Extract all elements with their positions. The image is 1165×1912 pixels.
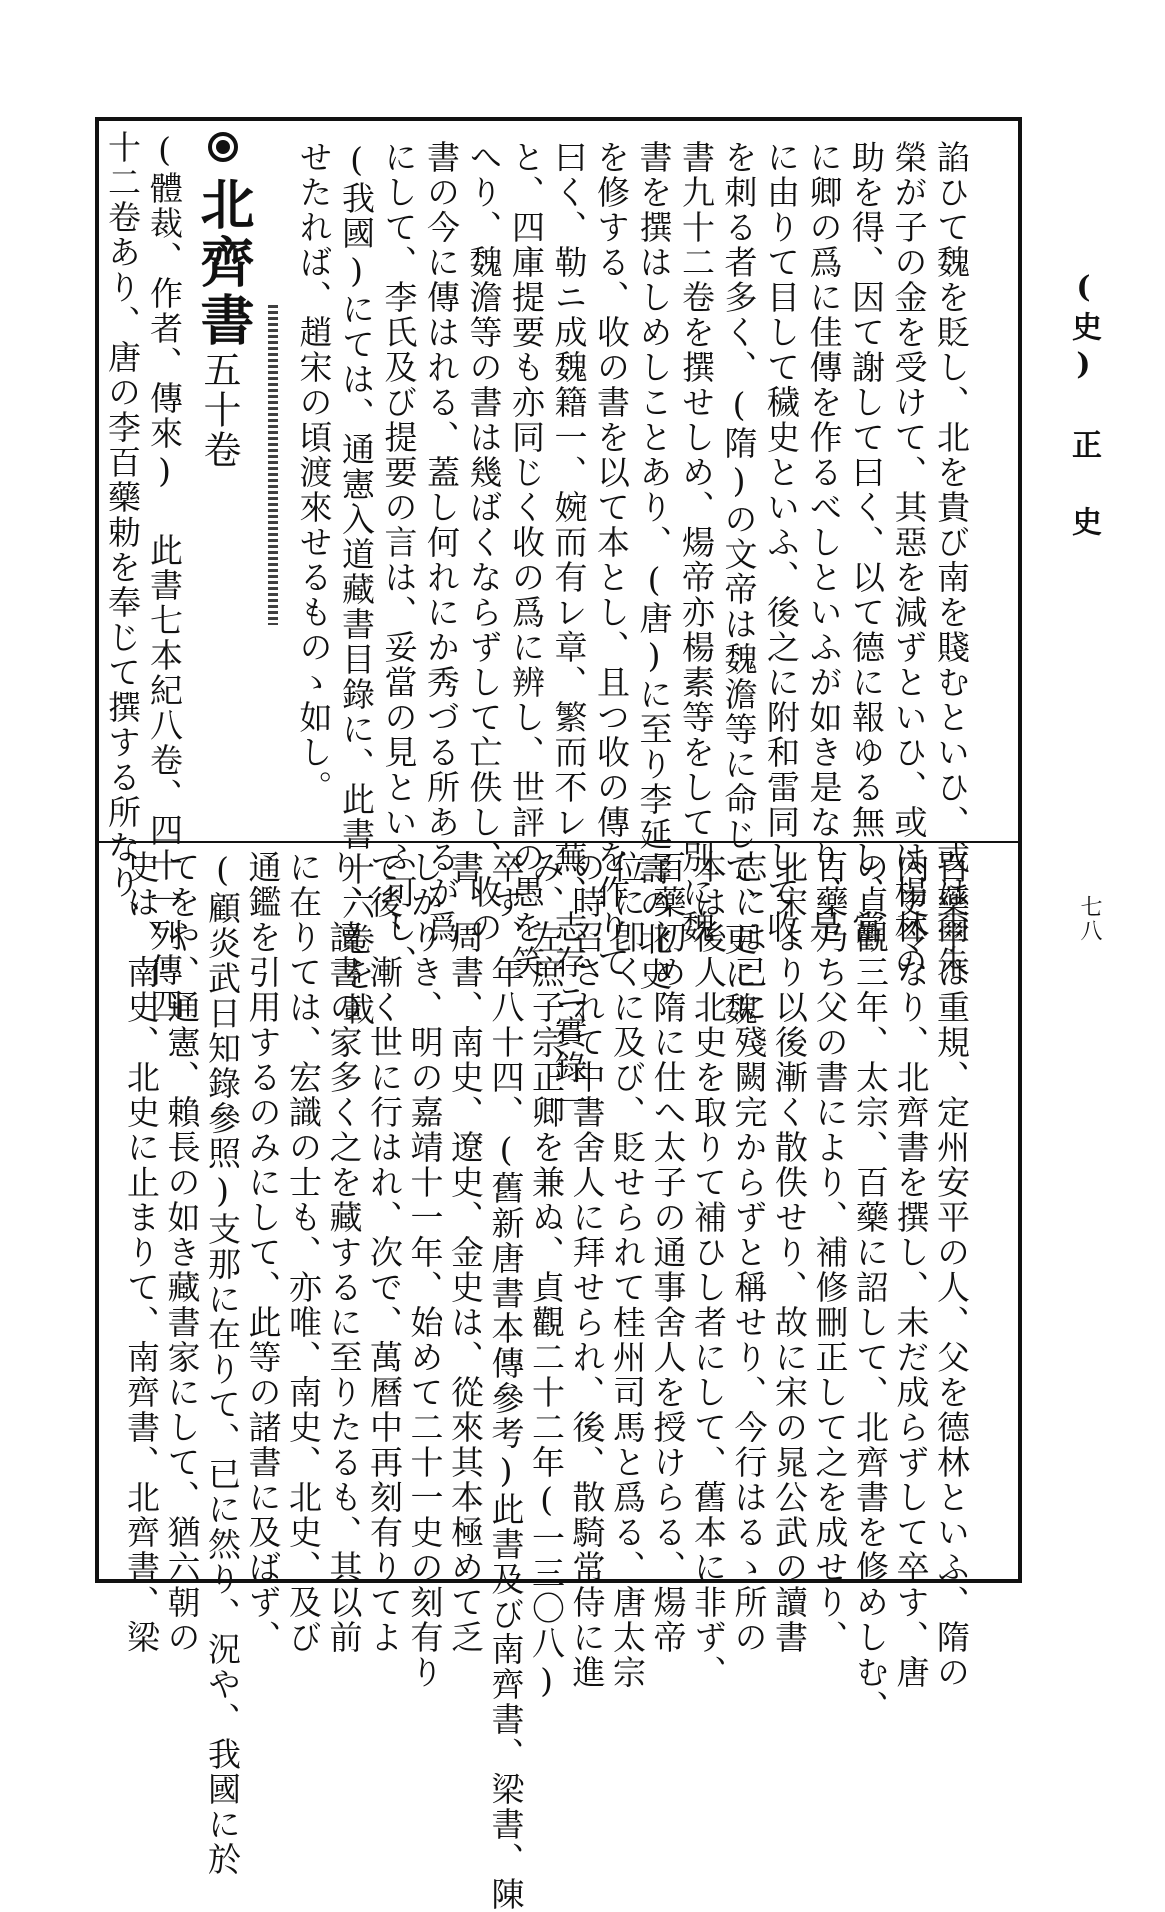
text-column: 內史令なり、北齊書を撰し、未だ成らずして卒す、唐 [891, 850, 931, 1690]
text-column: と、四庫提要も亦同じく收の爲に辨し、世評の愚を笑 [507, 140, 546, 980]
bullet-circle-icon [208, 132, 238, 162]
text-column: 志には已に殘闕完からずと稱せり、今行はるゝ所の [729, 850, 769, 1655]
text-column: しかりき、明の嘉靖十一年、始めて二十一史の刻有り [405, 850, 445, 1690]
text-column: 百藥乃ち父の書により、補修刪正して之を成せり、 [810, 850, 850, 1655]
text-column: 書の今に傳はれる、蓋し何れにか秀づる所あるが爲 [422, 140, 461, 945]
text-column: 北宋より以後漸く散佚せり、故に宋の晁公武の讀書 [770, 850, 809, 1655]
text-column: に由りて目して穢史といふ、後之に附和雷同して收 [762, 140, 801, 945]
text-column: (體裁、作者、傳來) 此書七本紀八卷、四十一列傳四 [145, 130, 184, 1023]
text-column: 書を撰はしめしことあり、(唐)に至り李延壽の北史 [634, 140, 674, 992]
text-column: 書九十二卷を撰せしめ、煬帝亦楊素等をして別に魏 [677, 140, 716, 945]
text-column: 書、周書、南史、遼史、金史は、從來其本極めて乏 [446, 850, 485, 1655]
text-column: を修する、收の書を以て本とし、且つ收の傳を作りて [592, 140, 631, 980]
text-column: 助を得、因て謝して曰く、以て德に報ゆる無し、當 [847, 140, 886, 945]
text-column: 通鑑を引用するのみにして、此等の諸書に及ばず、 [243, 850, 283, 1655]
page-number: 七八 [1077, 895, 1102, 943]
section-header: (史) 正 史 [1066, 270, 1101, 542]
text-column: り、讀書の家多く之を藏するに至りたるも、其以前 [324, 850, 364, 1655]
text-column: にして、李氏及び提要の言は、妥當の見といふ可し、 [379, 140, 419, 980]
text-column: 諂ひて魏を貶し、北を貴び南を賤むといひ、或は爾朱 [932, 140, 971, 980]
text-column: せたれば、趙宋の頃渡來せるものゝ如し。 [294, 140, 334, 805]
text-column: 本は後人北史を取りて補ひし者にして、舊本に非ず、 [689, 850, 728, 1690]
text-column: 卒す、年八十四、(舊新唐書本傳參考)此書及び南齊書、梁書、陳 [486, 850, 526, 1912]
text-column: に卿の爲に佳傳を作るべしといふが如き是なり、是 [804, 140, 844, 945]
text-column: の時召されて中書舍人に拜せられ、後、散騎常侍に進 [567, 850, 607, 1690]
wavy-separator [268, 305, 278, 625]
text-column: 榮が子の金を受けて、其惡を減ずといひ、或は楊林の [889, 140, 929, 980]
text-column: み、左庶子宗正卿を兼ぬ、貞觀二十二年(一三〇八) [527, 850, 566, 1702]
text-column: 百藥字は重規、定州安平の人、父を德林といふ、隋の [932, 850, 971, 1690]
text-column: (我國)にては、通憲入道藏書目錄に、此書十六卷を載 [337, 140, 376, 1027]
text-column: に在りては、宏識の士も、亦唯、南史、北史、及び [284, 850, 323, 1655]
text-column: 位に卽くに及び、貶せられて桂州司馬と爲る、唐太宗 [608, 850, 647, 1690]
text-column: (顧炎武日知錄參照)支那に在りて、已に然り、況や、我國に於 [203, 850, 242, 1877]
text-column: 曰く、勒ニ成魏籍一、婉而有レ章、繁而不レ蕪、志存ニ實錄一 [549, 140, 589, 1120]
text-column: 百藥初め隋に仕へ太子の通事舍人を授けらる、煬帝 [648, 850, 688, 1655]
text-column: を刺る者多く、(隋)の文帝は魏澹等に命じて、更に魏 [719, 140, 759, 1027]
text-column: 十二卷あり、唐の李百藥勅を奉じて撰する所なり、 [103, 130, 142, 935]
text-column: の貞觀三年、太宗、百藥に詔して、北齊書を修めしむ、 [851, 850, 890, 1725]
text-column: へり、魏澹等の書は幾ばくならずして亡佚し、收の [464, 140, 504, 945]
entry-title: 北齊書 [192, 176, 256, 350]
text-column: 史は、南史、北史に止まりて、南齊書、北齊書、梁 [122, 850, 161, 1655]
entry-volumes: 五十卷 [197, 350, 241, 470]
text-column: て後、漸く世に行はれ、次で、萬曆中再刻有りてよ [365, 850, 404, 1655]
text-column: てをや、通憲、賴長の如き藏書家にして、猶六朝の [162, 850, 202, 1655]
